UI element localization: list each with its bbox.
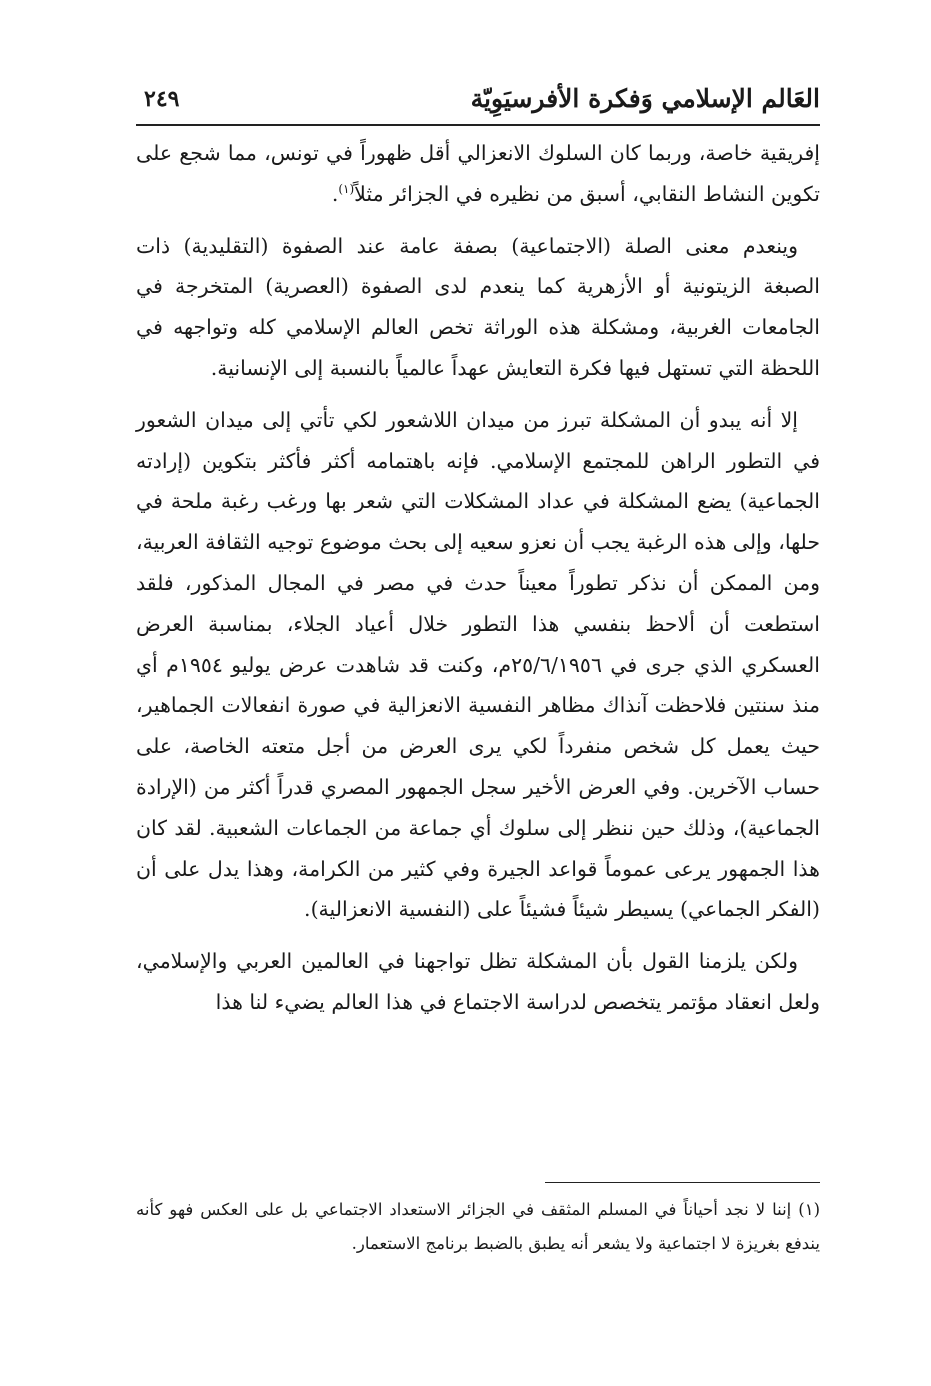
paragraph-3: إلا أنه يبدو أن المشكلة تبرز من ميدان اللاشعور لكي تأتي إلى ميدان الشعور في التطور الراهن للمجتمع الإسلامي. فإنه باهتمامه أكثر فأكثر بتكوين (إرادته الجماعية) يضع المشكلة في عداد المشكلات التي شعر بها ورغب رغبة ملحة في حلها، وإلى هذه الرغبة يجب أن نعزو سعيه إلى بحث موضوع توجيه الثقافة العربية، ومن الممكن أن نذكر تطوراً معيناً حدث في مصر في المجال المذكور، فلقد استطعت أن ألاحظ بنفسي هذا التطور خلال أعياد الجلاء، بمناسبة العرض العسكري الذي جرى في ٢٥/٦/١٩٥٦م، وكنت قد شاهدت عرض يوليو ١٩٥٤م أي منذ سنتين فلاحظت آنذاك مظاهر النفسية الانعزالية في صورة انفعالات الجماهير، حيث يعمل كل شخص منفرداً لكي يرى العرض من أجل متعته الخاصة، على حساب الآخرين. وفي العرض الأخير سجل الجمهور المصري قدراً أكثر من (الإرادة الجماعية)، وذلك حين ننظر إلى سلوك أي جماعة من الجماعات الشعبية. لقد كان هذا الجمهور يرعى عموماً قواعد الجيرة وفي كثير من الكرامة، وهذا يدل على أن (الفكر الجماعي) يسيطر شيئاً فشيئاً على (النفسية الانعزالية).: [136, 407, 821, 922]
footnote-text: إننا لا نجد أحياناً في المسلم المثقف في الجزائر الاستعداد الاجتماعي بل على العكس فهو كأنه يندفع بغريزة لا اجتماعية ولا يشعر أنه يطبق بالضبط برنامج الاستعمار.: [136, 1200, 820, 1253]
footnote: [136, 1193, 820, 1261]
body-text: [136, 133, 820, 1034]
running-header: [136, 82, 820, 126]
footnote-reference: (١): [338, 181, 355, 196]
paragraph-1-end: .: [331, 181, 339, 206]
paragraph-2: وينعدم معنى الصلة (الاجتماعية) بصفة عامة عند الصفوة (التقليدية) ذات الصبغة الزيتونية أو الأزهرية كما ينعدم لدى الصفوة (العصرية) المتخرجة في الجامعات الغربية، ومشكلة هذه الوراثة تخص العالم الإسلامي كله وتواجهه في اللحظة التي تستهل فيها فكرة التعايش عهداً عالمياً بالنسبة إلى الإنسانية.: [136, 233, 820, 380]
paragraph-1: [136, 133, 820, 215]
paragraph-1-text: إفريقية خاصة، وربما كان السلوك الانعزالي أقل ظهوراً في تونس، مما شجع على تكوين النشاط النقابي، أسبق من نظيره في الجزائر مثلاً: [136, 141, 820, 206]
footnote-divider: [545, 1182, 820, 1183]
paragraph-4: ولكن يلزمنا القول بأن المشكلة تظل تواجهنا في العالمين العربي والإسلامي، ولعل انعقاد مؤتمر يتخصص لدراسة الاجتماع في هذا العالم يضيء لنا هذا: [136, 949, 820, 1014]
page-number: ٢٤٩: [144, 86, 180, 112]
running-title: العَالم الإسلامي وَفكرة الأفرسيَوِيّة: [470, 84, 820, 113]
footnote-marker: (١): [798, 1200, 820, 1219]
